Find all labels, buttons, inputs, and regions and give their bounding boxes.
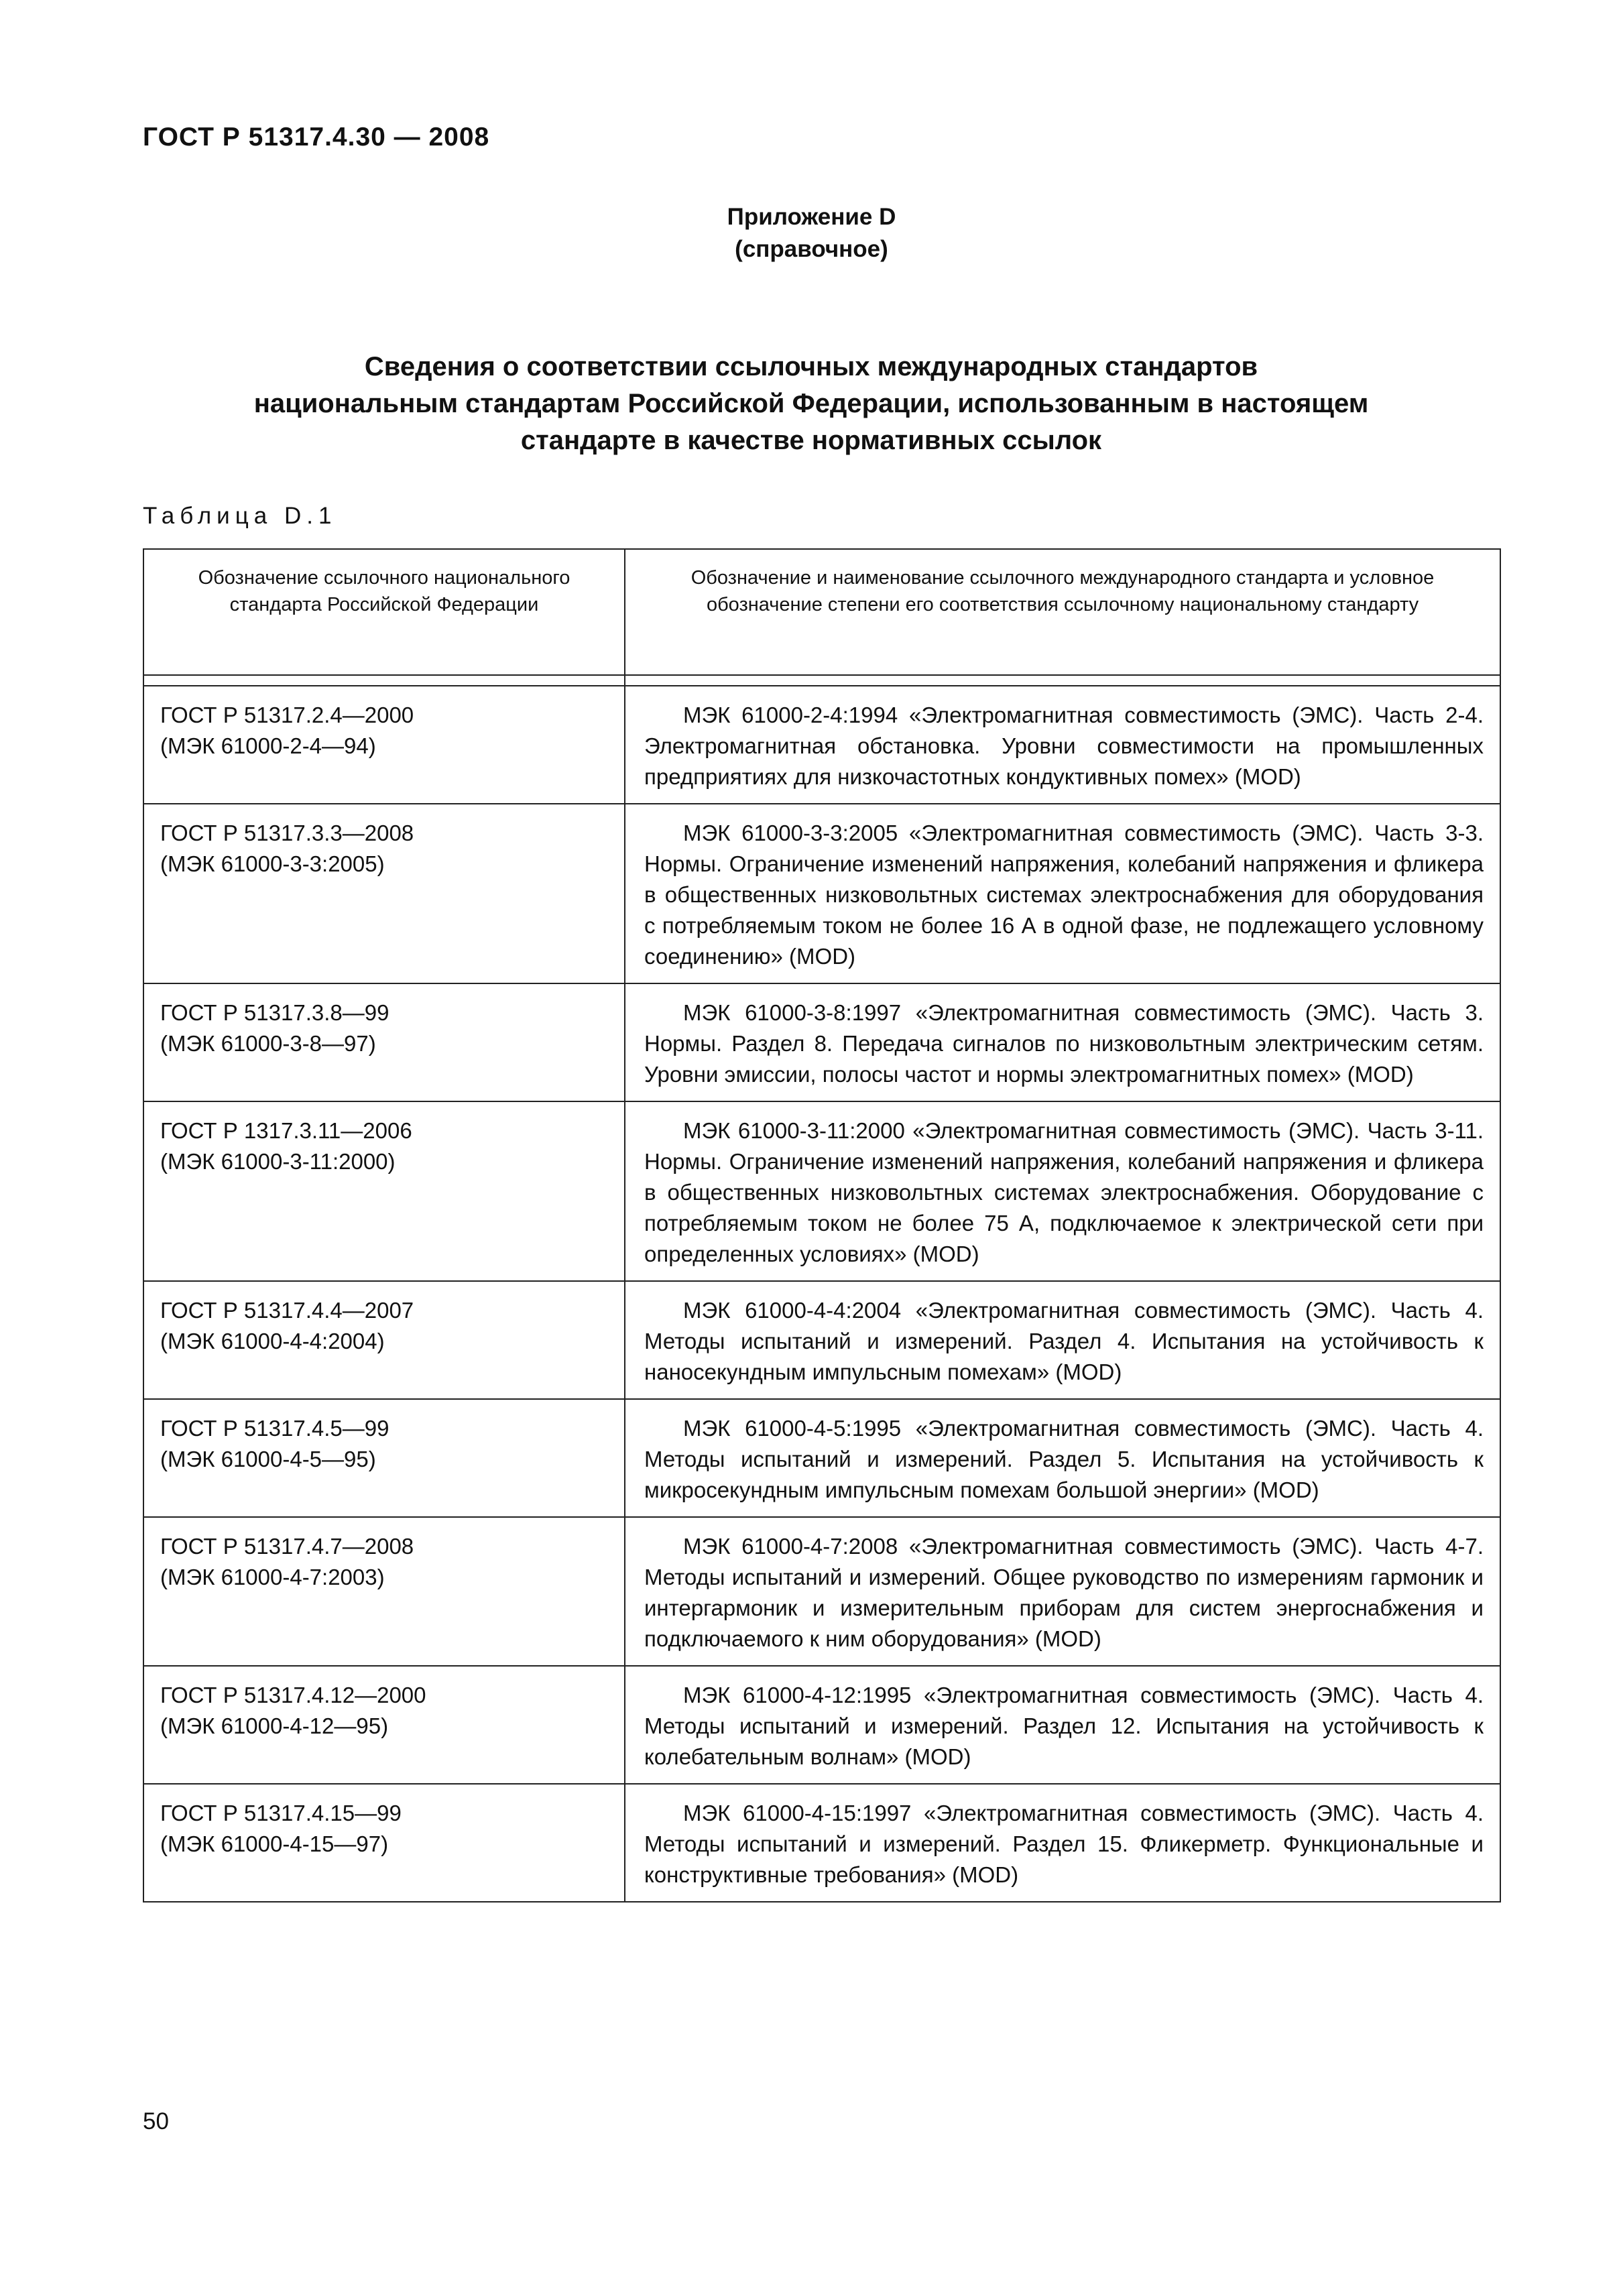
table-row	[143, 1101, 1500, 1281]
table-header-row	[143, 549, 1500, 675]
table-row	[143, 1399, 1500, 1517]
table-row	[143, 804, 1500, 983]
gost-iec-equivalent: (МЭК 61000-4-15—97)	[160, 1831, 389, 1856]
gost-iec-equivalent: (МЭК 61000-2-4—94)	[160, 733, 376, 758]
international-standard-cell: МЭК 61000-4-4:2004 «Электромагнитная совместимость (ЭМС). Часть 4. Методы испытаний и измерений. Раздел 4. Испытания на устойчивость к наносекундным импульсным помехам» (MOD)	[625, 1281, 1500, 1399]
gost-designation: ГОСТ Р 51317.4.12—2000	[160, 1683, 426, 1707]
table-body	[143, 686, 1500, 1902]
gost-designation: ГОСТ Р 51317.4.5—99	[160, 1416, 389, 1441]
international-standard-cell: МЭК 61000-4-7:2008 «Электромагнитная совместимость (ЭМС). Часть 4-7. Методы испытаний и измерений. Общее руководство по измерениям гармоник и интергармоник и измерительным приборам для систем энергоснабжения и подключаемого к ним оборудования» (MOD)	[625, 1517, 1500, 1666]
page-number: 50	[143, 2108, 169, 2134]
international-standard-cell: МЭК 61000-3-3:2005 «Электромагнитная совместимость (ЭМС). Часть 3-3. Нормы. Ограничение изменений напряжения, колебаний напряжения и фликера в общественных низковольтных системах электроснабжения для оборудования с потребляемым током не более 16 А в одной фазе, не подлежащего условному соединению» (MOD)	[625, 804, 1500, 983]
international-standard-cell: МЭК 61000-3-11:2000 «Электромагнитная совместимость (ЭМС). Часть 3-11. Нормы. Ограничение изменений напряжения, колебаний напряжения и фликера в общественных низковольтных системах электроснабжения. Оборудование с потребляемым током не более 75 А, подключаемое к электрической сети при определенных условиях» (MOD)	[625, 1101, 1500, 1281]
table-row	[143, 1784, 1500, 1902]
section-title	[201, 349, 1421, 459]
gost-designation: ГОСТ Р 51317.4.4—2007	[160, 1298, 414, 1323]
international-standard-cell: МЭК 61000-4-5:1995 «Электромагнитная совместимость (ЭМС). Часть 4. Методы испытаний и измерений. Раздел 5. Испытания на устойчивость к микросекундным импульсным помехам большой энергии» (MOD)	[625, 1399, 1500, 1517]
gost-iec-equivalent: (МЭК 61000-3-8—97)	[160, 1031, 376, 1056]
national-standard-cell	[143, 686, 625, 804]
section-title-line: стандарте в качестве нормативных ссылок	[520, 426, 1102, 455]
annex-heading	[0, 201, 1623, 265]
gost-iec-equivalent: (МЭК 61000-4-12—95)	[160, 1713, 389, 1738]
national-standard-cell	[143, 1101, 625, 1281]
section-title-line: Сведения о соответствии ссылочных международных стандартов	[364, 352, 1258, 381]
national-standard-cell	[143, 1399, 625, 1517]
international-standard-cell: МЭК 61000-2-4:1994 «Электромагнитная совместимость (ЭМС). Часть 2-4. Электромагнитная обстановка. Уровни совместимости на промышленных предприятиях для низкочастотных кондуктивных помех» (MOD)	[625, 686, 1500, 804]
national-standard-cell	[143, 983, 625, 1101]
gost-iec-equivalent: (МЭК 61000-3-11:2000)	[160, 1149, 396, 1174]
gost-designation: ГОСТ Р 51317.3.3—2008	[160, 821, 414, 845]
national-standard-cell	[143, 1666, 625, 1784]
gost-iec-equivalent: (МЭК 61000-4-4:2004)	[160, 1329, 385, 1353]
gost-designation: ГОСТ Р 51317.2.4—2000	[160, 703, 414, 727]
table-row	[143, 1281, 1500, 1399]
national-standard-cell	[143, 804, 625, 983]
gost-iec-equivalent: (МЭК 61000-3-3:2005)	[160, 851, 385, 876]
section-title-line: национальным стандартам Российской Федерации, использованным в настоящем	[253, 389, 1369, 418]
gost-designation: ГОСТ Р 51317.3.8—99	[160, 1000, 389, 1025]
national-standard-cell	[143, 1517, 625, 1666]
table-row	[143, 1666, 1500, 1784]
table-row	[143, 1517, 1500, 1666]
header-national-standard: Обозначение ссылочного национального стандарта Российской Федерации	[143, 549, 625, 675]
header-international-standard: Обозначение и наименование ссылочного международного стандарта и условное обозначение степени его соответствия ссылочному национальному стандарту	[625, 549, 1500, 675]
reference-table	[143, 548, 1501, 1902]
national-standard-cell	[143, 1784, 625, 1902]
gost-designation: ГОСТ Р 1317.3.11—2006	[160, 1118, 412, 1143]
gost-iec-equivalent: (МЭК 61000-4-5—95)	[160, 1447, 376, 1471]
international-standard-cell: МЭК 61000-4-12:1995 «Электромагнитная совместимость (ЭМС). Часть 4. Методы испытаний и измерений. Раздел 12. Испытания на устойчивость к колебательным волнам» (MOD)	[625, 1666, 1500, 1784]
gost-iec-equivalent: (МЭК 61000-4-7:2003)	[160, 1565, 385, 1589]
gost-designation: ГОСТ Р 51317.4.15—99	[160, 1801, 402, 1825]
national-standard-cell	[143, 1281, 625, 1399]
international-standard-cell: МЭК 61000-3-8:1997 «Электромагнитная совместимость (ЭМС). Часть 3. Нормы. Раздел 8. Передача сигналов по низковольтным электрическим сетям. Уровни эмиссии, полосы частот и нормы электромагнитных помех» (MOD)	[625, 983, 1500, 1101]
international-standard-cell: МЭК 61000-4-15:1997 «Электромагнитная совместимость (ЭМС). Часть 4. Методы испытаний и измерений. Раздел 15. Фликерметр. Функциональные и конструктивные требования» (MOD)	[625, 1784, 1500, 1902]
table-row	[143, 686, 1500, 804]
table-row	[143, 983, 1500, 1101]
table-label: Таблица D.1	[143, 503, 337, 529]
header-separator	[143, 675, 1500, 686]
annex-title: Приложение D	[727, 204, 896, 230]
document-code: ГОСТ Р 51317.4.30 — 2008	[143, 123, 490, 152]
annex-subtitle: (справочное)	[735, 236, 888, 262]
gost-designation: ГОСТ Р 51317.4.7—2008	[160, 1534, 414, 1559]
